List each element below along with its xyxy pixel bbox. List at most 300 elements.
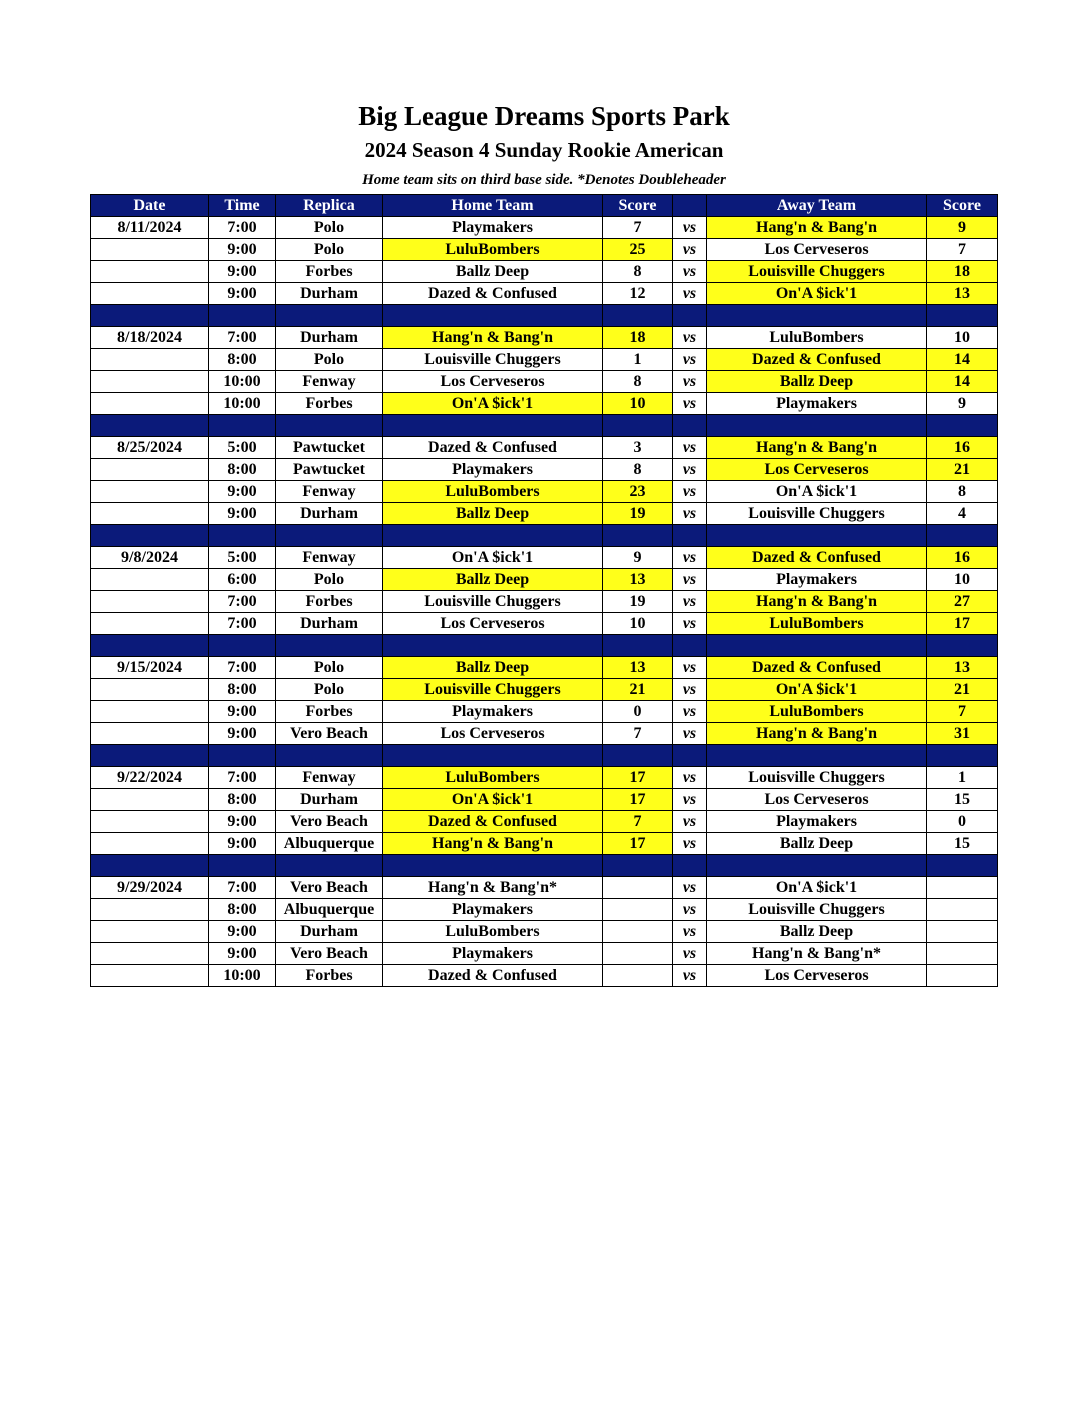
home-score: 13 [603, 657, 673, 679]
away-team: Dazed & Confused [707, 349, 927, 371]
separator-cell [383, 745, 603, 767]
home-score: 12 [603, 283, 673, 305]
col-header-home-score: Score [603, 195, 673, 217]
game-field: Forbes [276, 261, 383, 283]
game-field: Pawtucket [276, 437, 383, 459]
vs-label: vs [673, 503, 707, 525]
table-row [91, 965, 998, 987]
table-row [91, 591, 998, 613]
table-row [91, 613, 998, 635]
game-time: 9:00 [209, 481, 276, 503]
home-team: Dazed & Confused [383, 283, 603, 305]
game-date [91, 943, 209, 965]
game-date [91, 261, 209, 283]
home-team: Playmakers [383, 943, 603, 965]
game-time: 9:00 [209, 943, 276, 965]
separator-cell [91, 745, 209, 767]
separator-cell [603, 305, 673, 327]
game-field: Polo [276, 239, 383, 261]
game-field: Albuquerque [276, 899, 383, 921]
home-team: Hang'n & Bang'n [383, 327, 603, 349]
away-team: Louisville Chuggers [707, 767, 927, 789]
vs-label: vs [673, 723, 707, 745]
home-score: 19 [603, 591, 673, 613]
home-score: 17 [603, 789, 673, 811]
away-team: LuluBombers [707, 701, 927, 723]
game-time: 9:00 [209, 261, 276, 283]
separator-cell [209, 305, 276, 327]
away-team: Ballz Deep [707, 921, 927, 943]
game-time: 7:00 [209, 657, 276, 679]
game-time: 7:00 [209, 613, 276, 635]
game-field: Forbes [276, 393, 383, 415]
game-date [91, 239, 209, 261]
table-row [91, 811, 998, 833]
game-date: 9/29/2024 [91, 877, 209, 899]
home-team: LuluBombers [383, 767, 603, 789]
separator-cell [383, 525, 603, 547]
table-row [91, 239, 998, 261]
separator-cell [91, 415, 209, 437]
separator-cell [209, 855, 276, 877]
game-field: Durham [276, 327, 383, 349]
table-row [91, 261, 998, 283]
game-time: 9:00 [209, 283, 276, 305]
separator-cell [91, 305, 209, 327]
away-score: 14 [927, 349, 998, 371]
vs-label: vs [673, 877, 707, 899]
table-row [91, 877, 998, 899]
col-header-time: Time [209, 195, 276, 217]
vs-label: vs [673, 811, 707, 833]
game-date: 8/25/2024 [91, 437, 209, 459]
game-date [91, 349, 209, 371]
home-team: Ballz Deep [383, 657, 603, 679]
away-team: Hang'n & Bang'n [707, 591, 927, 613]
table-row [91, 657, 998, 679]
game-field: Forbes [276, 965, 383, 987]
home-score: 7 [603, 217, 673, 239]
schedule-body [91, 217, 998, 987]
home-score: 19 [603, 503, 673, 525]
home-score: 13 [603, 569, 673, 591]
home-team: Hang'n & Bang'n* [383, 877, 603, 899]
away-score: 13 [927, 657, 998, 679]
vs-label: vs [673, 679, 707, 701]
separator-cell [673, 305, 707, 327]
game-date [91, 723, 209, 745]
vs-label: vs [673, 459, 707, 481]
separator-cell [927, 855, 998, 877]
home-team: LuluBombers [383, 239, 603, 261]
away-score: 10 [927, 569, 998, 591]
table-row [91, 679, 998, 701]
away-score: 21 [927, 459, 998, 481]
game-time: 9:00 [209, 503, 276, 525]
away-team: Dazed & Confused [707, 547, 927, 569]
home-team: Louisville Chuggers [383, 591, 603, 613]
week-separator [91, 855, 998, 877]
game-field: Forbes [276, 701, 383, 723]
away-team: On'A $ick'1 [707, 679, 927, 701]
vs-label: vs [673, 701, 707, 723]
vs-label: vs [673, 261, 707, 283]
home-score: 10 [603, 613, 673, 635]
away-score: 13 [927, 283, 998, 305]
away-team: Playmakers [707, 811, 927, 833]
vs-label: vs [673, 657, 707, 679]
table-row [91, 789, 998, 811]
away-score: 8 [927, 481, 998, 503]
game-field: Polo [276, 217, 383, 239]
schedule-note: Home team sits on third base side. *Denotes Doubleheader [362, 172, 726, 188]
table-row [91, 349, 998, 371]
home-team: Los Cerveseros [383, 723, 603, 745]
separator-cell [209, 635, 276, 657]
game-time: 5:00 [209, 437, 276, 459]
game-field: Polo [276, 679, 383, 701]
vs-label: vs [673, 327, 707, 349]
home-team: Ballz Deep [383, 261, 603, 283]
away-team: On'A $ick'1 [707, 283, 927, 305]
game-date [91, 899, 209, 921]
separator-cell [673, 415, 707, 437]
game-date [91, 613, 209, 635]
game-field: Fenway [276, 547, 383, 569]
away-team: LuluBombers [707, 613, 927, 635]
home-team: Dazed & Confused [383, 811, 603, 833]
game-field: Polo [276, 349, 383, 371]
game-date [91, 371, 209, 393]
separator-cell [276, 635, 383, 657]
col-header-home-team: Home Team [383, 195, 603, 217]
table-row [91, 943, 998, 965]
vs-label: vs [673, 591, 707, 613]
separator-cell [707, 855, 927, 877]
table-row [91, 437, 998, 459]
game-time: 8:00 [209, 459, 276, 481]
home-team: LuluBombers [383, 921, 603, 943]
game-field: Polo [276, 657, 383, 679]
separator-cell [91, 525, 209, 547]
away-team: Louisville Chuggers [707, 261, 927, 283]
home-team: Ballz Deep [383, 503, 603, 525]
away-score: 15 [927, 833, 998, 855]
home-team: Playmakers [383, 217, 603, 239]
home-score: 17 [603, 767, 673, 789]
separator-cell [383, 415, 603, 437]
home-team: Dazed & Confused [383, 437, 603, 459]
schedule-table [90, 194, 998, 987]
game-time: 7:00 [209, 591, 276, 613]
away-team: Louisville Chuggers [707, 899, 927, 921]
game-date: 8/11/2024 [91, 217, 209, 239]
separator-cell [276, 415, 383, 437]
separator-cell [707, 525, 927, 547]
home-team: Ballz Deep [383, 569, 603, 591]
page-subtitle: 2024 Season 4 Sunday Rookie American [364, 138, 724, 162]
game-time: 7:00 [209, 327, 276, 349]
vs-label: vs [673, 965, 707, 987]
vs-label: vs [673, 921, 707, 943]
game-field: Fenway [276, 767, 383, 789]
away-team: Los Cerveseros [707, 965, 927, 987]
away-score: 14 [927, 371, 998, 393]
home-score [603, 965, 673, 987]
table-row [91, 481, 998, 503]
vs-label: vs [673, 283, 707, 305]
week-separator [91, 635, 998, 657]
separator-cell [91, 635, 209, 657]
week-separator [91, 525, 998, 547]
away-team: Louisville Chuggers [707, 503, 927, 525]
home-team: Los Cerveseros [383, 613, 603, 635]
home-score: 8 [603, 261, 673, 283]
game-time: 5:00 [209, 547, 276, 569]
game-time: 7:00 [209, 877, 276, 899]
col-header-away-team: Away Team [707, 195, 927, 217]
separator-cell [603, 855, 673, 877]
vs-label: vs [673, 899, 707, 921]
away-team: Hang'n & Bang'n* [707, 943, 927, 965]
separator-cell [91, 855, 209, 877]
vs-label: vs [673, 239, 707, 261]
away-team: LuluBombers [707, 327, 927, 349]
separator-cell [276, 745, 383, 767]
game-time: 9:00 [209, 701, 276, 723]
home-score: 18 [603, 327, 673, 349]
table-row [91, 459, 998, 481]
game-time: 10:00 [209, 371, 276, 393]
vs-label: vs [673, 789, 707, 811]
game-date [91, 701, 209, 723]
separator-cell [603, 635, 673, 657]
away-team: Playmakers [707, 393, 927, 415]
vs-label: vs [673, 569, 707, 591]
table-row [91, 217, 998, 239]
game-date [91, 459, 209, 481]
vs-label: vs [673, 349, 707, 371]
separator-cell [707, 415, 927, 437]
home-score: 7 [603, 723, 673, 745]
separator-cell [927, 415, 998, 437]
col-header-vs [673, 195, 707, 217]
away-score: 9 [927, 393, 998, 415]
col-header-away-score: Score [927, 195, 998, 217]
separator-cell [603, 415, 673, 437]
home-score: 8 [603, 459, 673, 481]
table-row [91, 833, 998, 855]
table-row [91, 327, 998, 349]
table-row [91, 547, 998, 569]
game-field: Vero Beach [276, 877, 383, 899]
home-score [603, 899, 673, 921]
table-row [91, 393, 998, 415]
vs-label: vs [673, 217, 707, 239]
away-team: Dazed & Confused [707, 657, 927, 679]
game-date [91, 569, 209, 591]
game-field: Fenway [276, 371, 383, 393]
home-team: Hang'n & Bang'n [383, 833, 603, 855]
game-time: 9:00 [209, 723, 276, 745]
away-team: Ballz Deep [707, 833, 927, 855]
home-score: 23 [603, 481, 673, 503]
vs-label: vs [673, 613, 707, 635]
away-score: 18 [927, 261, 998, 283]
game-date [91, 789, 209, 811]
vs-label: vs [673, 767, 707, 789]
separator-cell [383, 305, 603, 327]
table-row [91, 371, 998, 393]
vs-label: vs [673, 437, 707, 459]
game-time: 8:00 [209, 899, 276, 921]
away-team: On'A $ick'1 [707, 481, 927, 503]
away-score: 31 [927, 723, 998, 745]
week-separator [91, 415, 998, 437]
table-row [91, 569, 998, 591]
week-separator [91, 305, 998, 327]
vs-label: vs [673, 943, 707, 965]
away-team: Playmakers [707, 569, 927, 591]
away-score: 21 [927, 679, 998, 701]
home-team: On'A $ick'1 [383, 547, 603, 569]
game-field: Forbes [276, 591, 383, 613]
away-team: Hang'n & Bang'n [707, 437, 927, 459]
game-date: 9/22/2024 [91, 767, 209, 789]
away-score [927, 877, 998, 899]
home-score: 21 [603, 679, 673, 701]
game-date [91, 283, 209, 305]
home-team: Los Cerveseros [383, 371, 603, 393]
away-score: 1 [927, 767, 998, 789]
separator-cell [673, 525, 707, 547]
separator-cell [209, 525, 276, 547]
away-score: 16 [927, 547, 998, 569]
away-score: 4 [927, 503, 998, 525]
game-date: 9/8/2024 [91, 547, 209, 569]
home-team: Playmakers [383, 899, 603, 921]
game-field: Albuquerque [276, 833, 383, 855]
away-score [927, 943, 998, 965]
separator-cell [707, 305, 927, 327]
game-time: 9:00 [209, 811, 276, 833]
away-score [927, 921, 998, 943]
vs-label: vs [673, 371, 707, 393]
home-team: Louisville Chuggers [383, 679, 603, 701]
table-row [91, 921, 998, 943]
game-time: 9:00 [209, 921, 276, 943]
separator-cell [603, 525, 673, 547]
game-field: Fenway [276, 481, 383, 503]
home-score: 10 [603, 393, 673, 415]
table-row [91, 899, 998, 921]
game-field: Vero Beach [276, 723, 383, 745]
game-date: 8/18/2024 [91, 327, 209, 349]
home-team: Playmakers [383, 701, 603, 723]
game-field: Vero Beach [276, 811, 383, 833]
away-team: Los Cerveseros [707, 789, 927, 811]
game-date [91, 811, 209, 833]
table-row [91, 767, 998, 789]
col-header-replica: Replica [276, 195, 383, 217]
home-team: Dazed & Confused [383, 965, 603, 987]
away-team: Hang'n & Bang'n [707, 723, 927, 745]
game-date [91, 591, 209, 613]
home-score: 17 [603, 833, 673, 855]
game-field: Pawtucket [276, 459, 383, 481]
game-time: 7:00 [209, 217, 276, 239]
away-score: 17 [927, 613, 998, 635]
game-time: 8:00 [209, 679, 276, 701]
separator-cell [276, 305, 383, 327]
home-score: 7 [603, 811, 673, 833]
game-date [91, 965, 209, 987]
game-time: 10:00 [209, 965, 276, 987]
home-score [603, 921, 673, 943]
separator-cell [276, 855, 383, 877]
away-score: 7 [927, 239, 998, 261]
game-time: 10:00 [209, 393, 276, 415]
table-row [91, 723, 998, 745]
separator-cell [673, 855, 707, 877]
game-field: Durham [276, 283, 383, 305]
home-team: Louisville Chuggers [383, 349, 603, 371]
away-team: Los Cerveseros [707, 459, 927, 481]
game-date [91, 833, 209, 855]
table-row [91, 701, 998, 723]
game-field: Vero Beach [276, 943, 383, 965]
separator-cell [927, 525, 998, 547]
table-row [91, 283, 998, 305]
game-time: 8:00 [209, 789, 276, 811]
separator-cell [603, 745, 673, 767]
away-score: 9 [927, 217, 998, 239]
separator-cell [673, 745, 707, 767]
week-separator [91, 745, 998, 767]
game-time: 6:00 [209, 569, 276, 591]
game-date [91, 503, 209, 525]
home-team: Playmakers [383, 459, 603, 481]
home-score: 3 [603, 437, 673, 459]
game-date: 9/15/2024 [91, 657, 209, 679]
away-score [927, 899, 998, 921]
separator-cell [383, 855, 603, 877]
game-field: Durham [276, 789, 383, 811]
home-score: 0 [603, 701, 673, 723]
home-score: 8 [603, 371, 673, 393]
game-date [91, 481, 209, 503]
away-score: 16 [927, 437, 998, 459]
away-team: Los Cerveseros [707, 239, 927, 261]
game-field: Polo [276, 569, 383, 591]
home-team: On'A $ick'1 [383, 393, 603, 415]
page-title: Big League Dreams Sports Park [358, 101, 730, 131]
separator-cell [276, 525, 383, 547]
away-score: 0 [927, 811, 998, 833]
away-score: 15 [927, 789, 998, 811]
away-score: 10 [927, 327, 998, 349]
game-date [91, 921, 209, 943]
away-score [927, 965, 998, 987]
away-team: On'A $ick'1 [707, 877, 927, 899]
game-time: 9:00 [209, 833, 276, 855]
game-date [91, 679, 209, 701]
game-time: 7:00 [209, 767, 276, 789]
separator-cell [927, 635, 998, 657]
separator-cell [927, 305, 998, 327]
header-row [91, 195, 998, 217]
game-field: Durham [276, 613, 383, 635]
